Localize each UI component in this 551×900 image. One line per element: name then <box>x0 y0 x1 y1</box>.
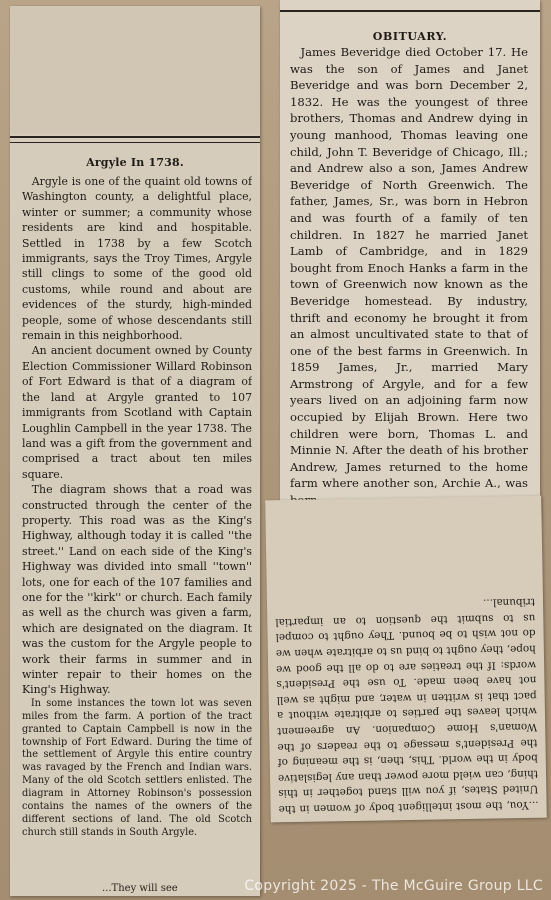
obituary-paragraph: James Beveridge died October 17. He was the son of James and Janet Beveridge and was born December 2, 1832. He was the youngest of three brothers, Thomas and Andrew dying in young manhood, Thomas leaving one child, John T. Beveridge of Chicago, Ill.; and Andrew also a son, James Andrew Beveridge of North Greenwich. The father, James, Sr., was born in Hebron and was fourth of a family of ten children. In 1827 he married Janet Lamb of Cambridge, and in 1829 bought from Enoch Hanks a farm in the town of Greenwich now known as the Beveridge homestead. By industry, thrift and economy he brought it from an almost uncultivated state to that of one of the best farms in Greenwich. In 1859 James, Jr., married Mary Armstrong of Argyle, and for a few years lived on an adjoining farm now occupied by Elijah Brown. Here two children were born, Thomas L. and Minnie N. After the death of his brother Andrew, James returned to the home farm where another son, Archie A., was <box>290 45 528 491</box>
argyle-paragraph: The diagram shows that a road was constructed through the center of the property. This road was as the King's Highway, although today it is called ''the street.'' Land on each side of the King's Highway was divided into small ''town'' lots, one for each of the 107 families and one for the ''kirk'' or church. Each family as well as the church was given a farm, which are designated on the diagram. It was the custom for the Argyle people to work their farms in summer and in winter repair to their homes on the King's Highway. <box>22 483 252 697</box>
column-rule <box>10 142 260 143</box>
column-rule <box>10 136 260 138</box>
upside-down-text <box>273 502 538 816</box>
argyle-title: Argyle In 1738. <box>86 156 184 169</box>
column-rule <box>280 10 540 12</box>
upside-down-clipping <box>265 496 547 823</box>
argyle-footer-fragment: ...They will see <box>102 883 178 894</box>
upside-down-paragraph: ...You, the most intelligent body of women in the United States, if you will stand together in this thing, can wield more power than any legislative body in the world. This, then, is the meaning of the President's message to the readers of the Woman's Home Companion. An agreement which leaves the parties to arbitrate without a pact that is written in water, and might as well not have been made. To use the President's words: If the treaties are to do all the good we hope, they ought to bind us to arbitrate when we do not wish to be bound. They ought to compel us to submit the question to an impartial tribunal... <box>275 596 539 816</box>
obituary-article-body <box>290 44 528 520</box>
obituary-clipping <box>280 0 540 520</box>
argyle-clipping <box>10 6 260 896</box>
argyle-paragraph: Argyle is one of the quaint old towns of Washington county, a delightful place, winter or summer; a community whose residents are kind and hospitable. Settled in 1738 by a few Scotch immigrants, says the Troy Times, Argyle still clings to some of the good old customs, while round and about are evidences of the sturdy, high-minded people, some of whose descendants still remain in this neighborhood. <box>22 175 252 343</box>
obituary-title: OBITUARY. <box>372 30 448 43</box>
argyle-article-body <box>22 174 252 882</box>
copyright-watermark: Copyright 2025 - The McGuire Group LLC <box>244 878 543 894</box>
argyle-paragraph: An ancient document owned by County Election Commissioner Willard Robinson of Fort Edward is that of a diagram of the land at Argyle granted to 107 immigrants from Scotland with Captain Loughlin Campbell in the year 1738. The land was a gift from the government and comprised a tract about ten miles square. <box>22 344 252 481</box>
argyle-paragraph: In some instances the town lot was seven miles from the farm. A portion of the tract granted to Captain Campbell is now in the township of Fort Edward. During the time of the settlement of Argyle this entire country was ravaged by the French and Indian wars. Many of the old Scotch settlers enlisted. The diagram in Attorney Robinson's possession contains the names of the owners of the different sections of land. The old Scotch church still stands in South Argyle. <box>22 697 252 838</box>
clipping-blank-top <box>10 6 260 134</box>
